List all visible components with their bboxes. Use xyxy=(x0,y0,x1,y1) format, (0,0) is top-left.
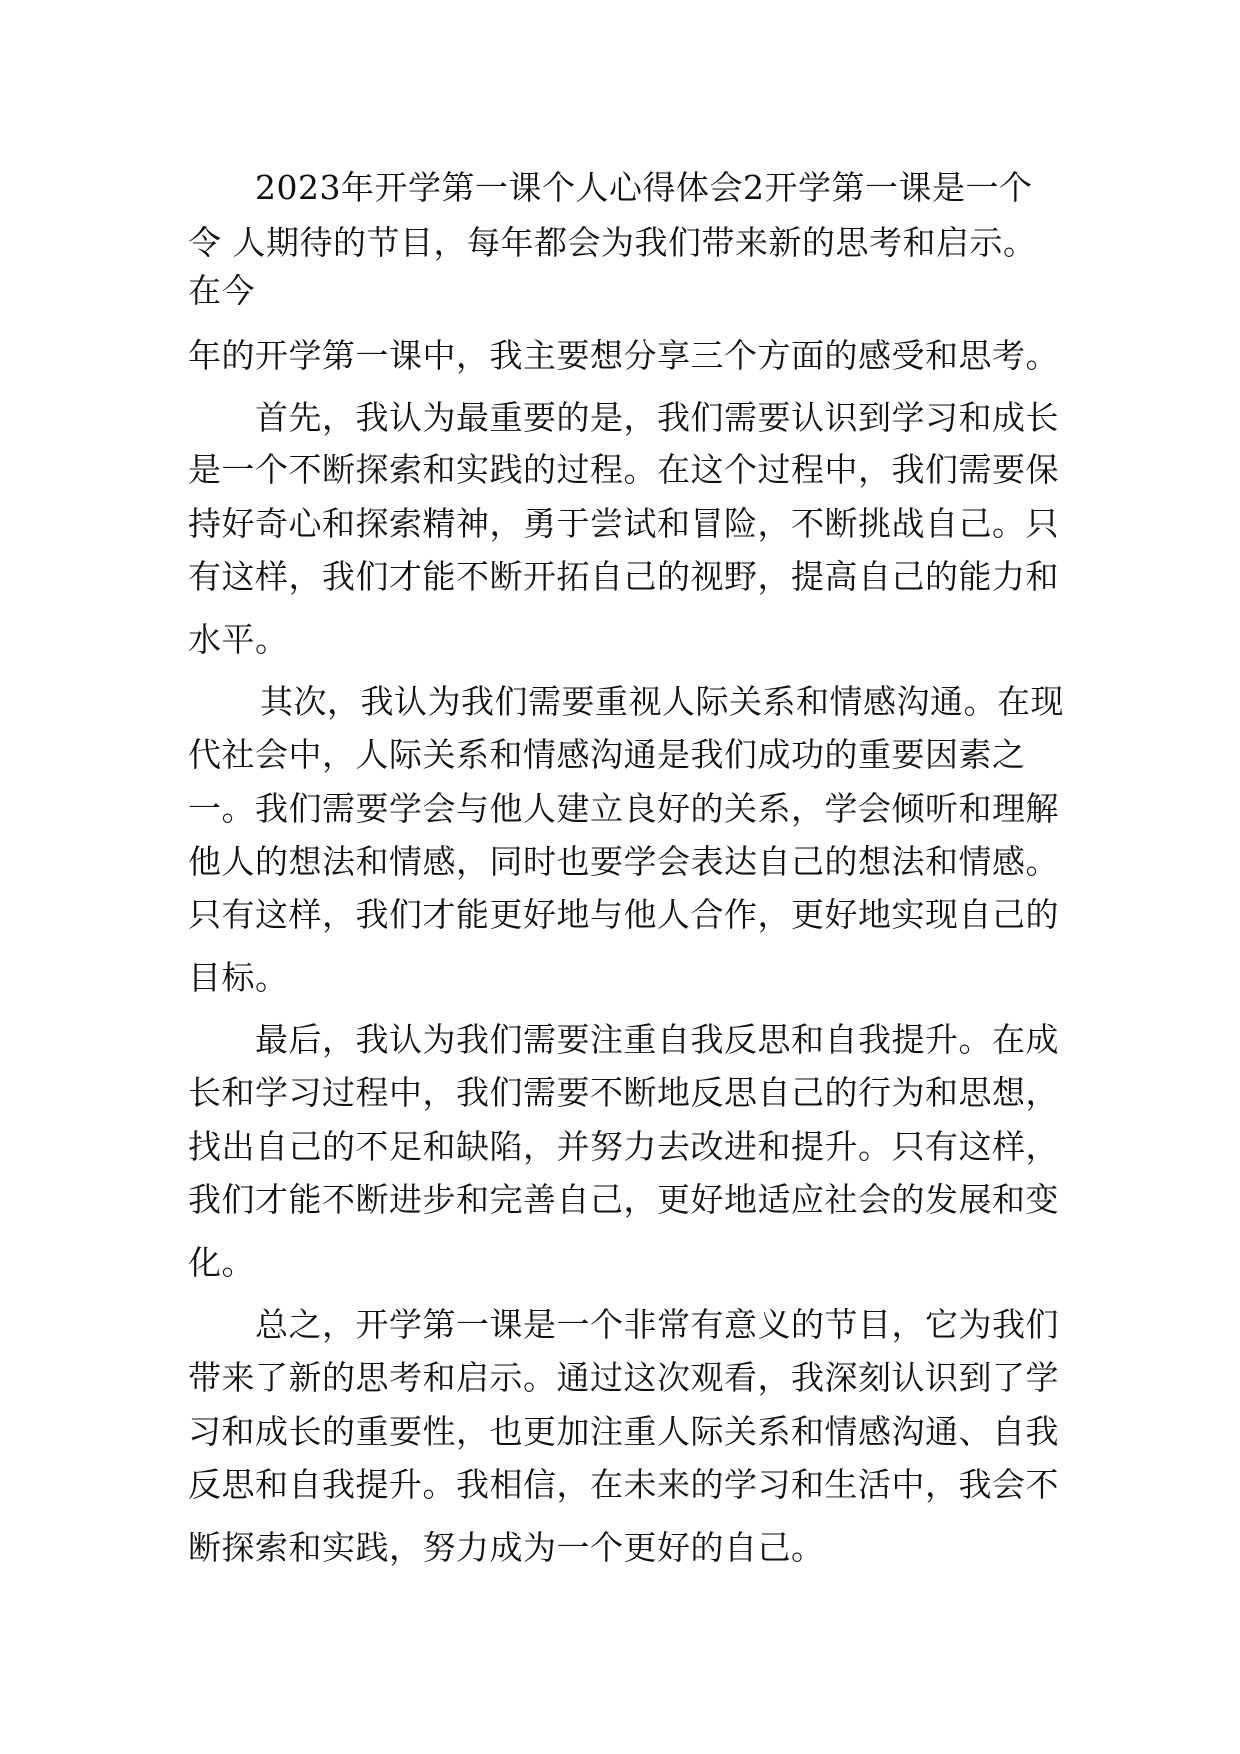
text-line: 一。我们需要学会与他人建立良好的关系，学会倾听和理解 xyxy=(188,789,1059,828)
text-line: 其次，我认为我们需要重视人际关系和情感沟通。在现 xyxy=(260,682,1064,721)
text-line: 断探索和实践，努力成为一个更好的自己。 xyxy=(188,1528,825,1567)
text-line: 在今 xyxy=(188,271,255,310)
text-line: 找出自己的不足和缺陷，并努力去改进和提升。只有这样， xyxy=(188,1127,1059,1166)
text-line: 习和成长的重要性，也更加注重人际关系和情感沟通、自我 xyxy=(188,1412,1059,1451)
text-line: 年的开学第一课中，我主要想分享三个方面的感受和思考。 xyxy=(188,336,1059,375)
text-line: 首先，我认为最重要的是，我们需要认识到学习和成长 xyxy=(255,398,1059,437)
text-line: 化。 xyxy=(188,1243,255,1282)
text-line: 反思和自我提升。我相信，在未来的学习和生活中，我会不 xyxy=(188,1465,1059,1504)
text-line: 持好奇心和探索精神，勇于尝试和冒险，不断挑战自己。只 xyxy=(188,504,1059,543)
text-line: 带来了新的思考和启示。通过这次观看，我深刻认识到了学 xyxy=(188,1358,1059,1397)
text-line: 最后，我认为我们需要注重自我反思和自我提升。在成 xyxy=(255,1020,1059,1059)
text-line: 长和学习过程中，我们需要不断地反思自己的行为和思想， xyxy=(188,1073,1059,1112)
text-line: 总之，开学第一课是一个非常有意义的节目，它为我们 xyxy=(255,1305,1059,1344)
text-line: 是一个不断探索和实践的过程。在这个过程中，我们需要保 xyxy=(188,450,1059,489)
text-line: 目标。 xyxy=(188,958,289,997)
text-line: 代社会中，人际关系和情感沟通是我们成功的重要因素之 xyxy=(188,735,1026,774)
text-line: 有这样，我们才能不断开拓自己的视野，提高自己的能力和 xyxy=(188,557,1059,596)
text-line: 我们才能不断进步和完善自己，更好地适应社会的发展和变 xyxy=(188,1180,1059,1219)
text-line: 水平。 xyxy=(188,620,289,659)
text-line: 令 人期待的节目，每年都会为我们带来新的思考和启示。 xyxy=(188,223,1037,262)
text-line: 他人的想法和情感，同时也要学会表达自己的想法和情感。 xyxy=(188,842,1059,881)
text-line: 2023年开学第一课个人心得体会2开学第一课是一个 xyxy=(255,168,1033,207)
text-line: 只有这样，我们才能更好地与他人合作，更好地实现自己的 xyxy=(188,895,1059,934)
